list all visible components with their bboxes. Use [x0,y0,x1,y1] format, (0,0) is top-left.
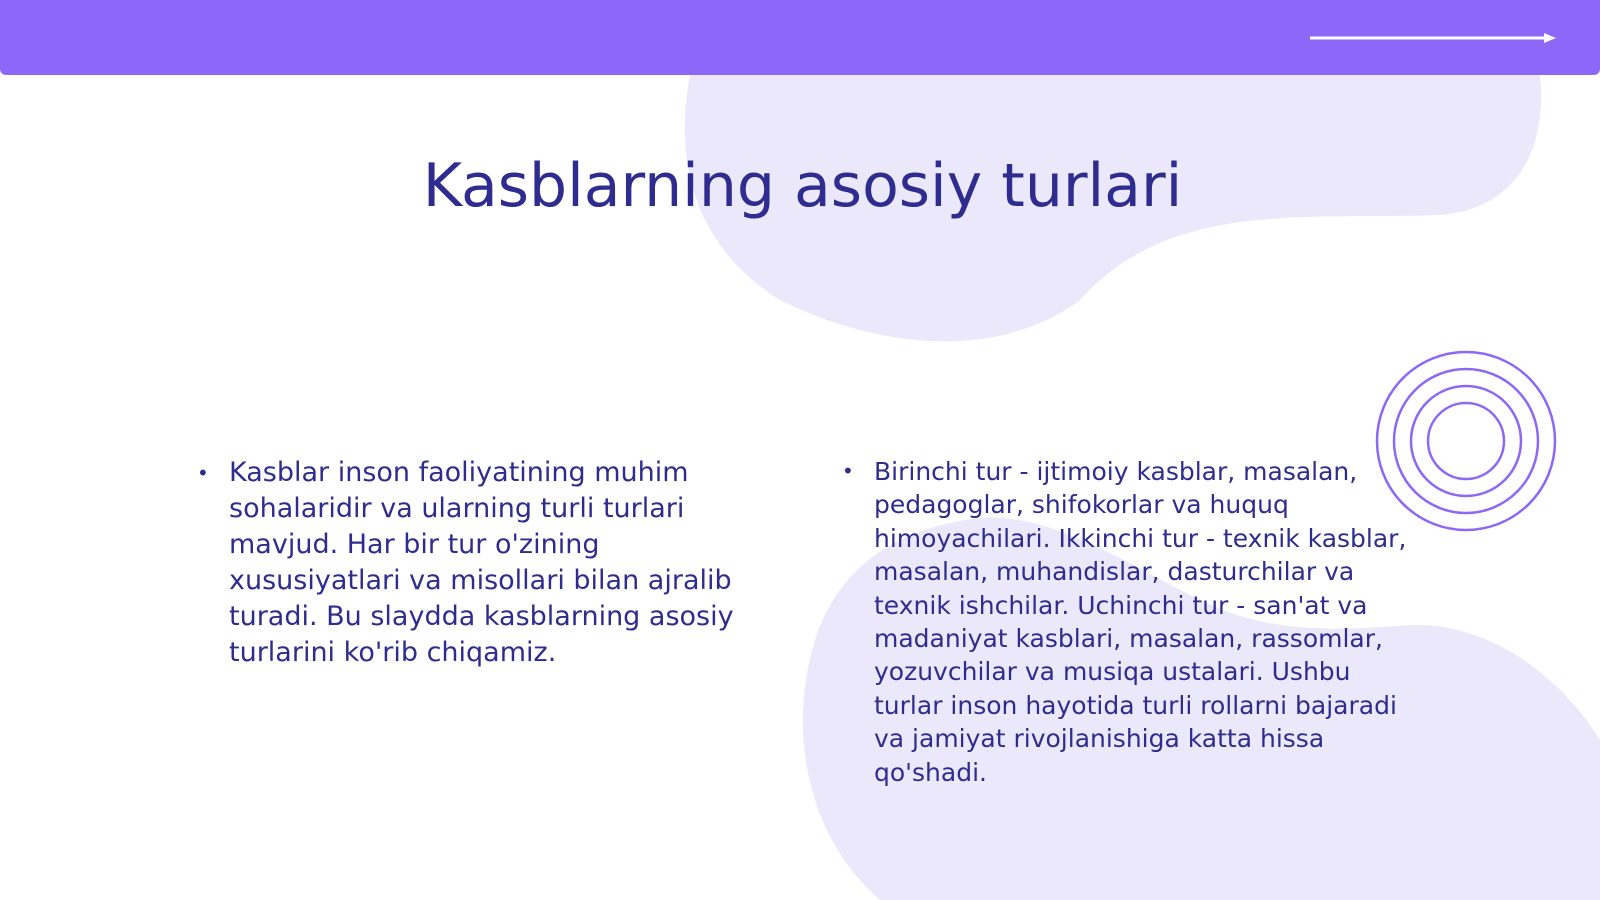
arrow-right-icon [1308,28,1558,48]
slide-title: Kasblarning asosiy turlari [422,151,1183,221]
left-bullet-item: • Kasblar inson faoliyatining muhim sohalaridir va ularning turli turlari mavjud. Har bir tur o'zining xususiyatlari va misollari bilan ajralib turadi. Bu slaydda kasblarning asosiy turlarini ko'rib chiqamiz. [197,455,757,671]
left-bullet-list [197,455,757,671]
right-bullet-item: • Birinchi tur - ijtimoiy kasblar, masalan, pedagoglar, shifokorlar va huquq himoyachilari. Ikkinchi tur - texnik kasblar, masalan, muhandislar, dasturchilar va texnik ishchilar. Uchinchi tur - san'at va madaniyat kasblari, masalan, rassomlar, yozuvchilar va musiqa ustalari. Ushbu turlar inson hayotida turli rollarni bajaradi va jamiyat rivojlanishiga katta hissa qo'shadi. [842,455,1422,789]
right-bullet-list [842,455,1422,789]
